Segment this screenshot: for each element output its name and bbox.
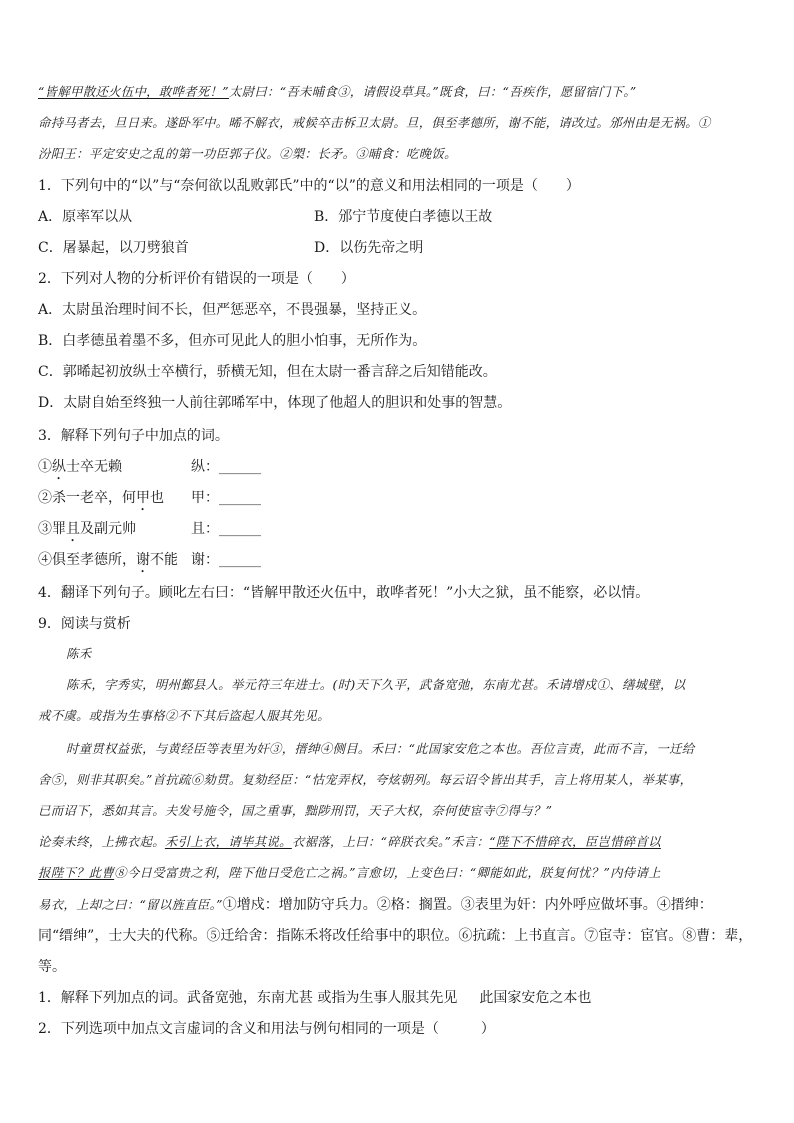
passage-line: 命持马者去，旦日来。遂卧军中。晞不解衣，戒候卒击柝卫太尉。旦，俱至孝德所，谢不能，请改过。邠州由是无祸。① [38, 115, 711, 130]
q3-sentence: ①纵士卒无赖 [38, 459, 122, 475]
s9-question-1: 1．解释下列加点的词。武备宽弛，东南尤甚 或指为生事人服其先见 此国家安危之本也 [38, 990, 592, 1006]
dotted-word: 谢 [136, 552, 150, 568]
q3-sentence: ④俱至孝德所，谢不能 [38, 552, 178, 568]
passage-line: 陈禾，字秀实，明州鄞县人。举元符三年进士。(时)天下久平，武备宽弛，东南尤甚。禾请增戍①、缮城壁，以 [66, 677, 686, 692]
passage-line: 论奏未终，上拂衣起。禾引上衣，请毕其说。衣裾落，上曰：“碎朕衣矣。”禾言：“陛下不惜碎衣，臣岂惜碎首以 [38, 834, 661, 849]
question-2-stem: 2．下列对人物的分析评价有错误的一项是（ ） [38, 271, 355, 287]
q1-option-d: D．以伤先帝之明 [314, 240, 424, 256]
passage-line: 报陛下？此曹⑧今日受富贵之利，陛下他日受危亡之祸。”言愈切，上变色曰：“卿能如此，朕复何忧？”内侍请上 [38, 865, 661, 880]
q3-answer: 且：______ [191, 521, 261, 537]
passage-line: 时童贯权益张，与黄经臣等表里为奸③，搢绅④侧目。禾曰：“此国家安危之本也。吾位言责，此而不言，一迁给 [66, 741, 695, 756]
passage-line: 戒不虞。或指为生事格②不下其后盗起人服其先见。 [38, 708, 330, 723]
question-1-stem: 1．下列句中的“以”与“奈何欲以乱败郭氏”中的“以”的意义和用法相同的一项是（ ） [38, 178, 580, 194]
q1-option-b: B．邠宁节度使白孝德以王故 [314, 209, 493, 225]
passage-line: 舍⑤，则非其职矣。”首抗疏⑥劾贯。复劾经臣：“怙宠弄权，夸炫朝列。每云诏令皆出其手，言上将用某人，举某事， [38, 772, 693, 787]
passage-title: 陈禾 [66, 646, 92, 661]
section-heading: 9．阅读与赏析 [38, 616, 131, 632]
notes-line: 同“缙绅”，士大夫的代称。⑤迁给舍：指陈禾将改任给事中的职位。⑥抗疏：上书直言。⑦宦寺：宦官。⑧曹：辈， [38, 928, 753, 944]
q3-sentence: ③罪且及副元帅 [38, 521, 136, 537]
answer-blank: ______ [219, 490, 261, 506]
q2-option-b: B．白孝德虽着墨不多，但亦可见此人的胆小怕事，无所作为。 [38, 333, 427, 349]
question-3-stem: 3．解释下列句子中加点的词。 [38, 428, 229, 444]
q3-answer: 纵：______ [191, 459, 261, 475]
underlined-sentence: 禾引上衣，请毕其说。 [164, 834, 292, 849]
q3-sentence: ②杀一老卒，何甲也 [38, 490, 164, 506]
underlined-quote: “皆解甲散还火伍中，敢哗者死！” [38, 84, 229, 99]
passage-line: “皆解甲散还火伍中，敢哗者死！”太尉曰：“吾未晡食③，请假设草具。”既食，曰：“吾疾作，愿留宿门下。” [38, 84, 637, 99]
dotted-word: 甲 [136, 490, 150, 506]
notes: ①增戍：增加防守兵力。②格：搁置。③表里为奸：内外呼应做坏事。④搢绅： [222, 897, 713, 913]
q2-option-d: D．太尉自始至终独一人前往郭晞军中，体现了他超人的胆识和处事的智慧。 [38, 395, 512, 411]
q1-option-c: C．屠暴起，以刀劈狼首 [38, 240, 189, 256]
dotted-word: 纵 [52, 459, 66, 475]
q1-option-a: A．原率军以从 [38, 209, 133, 225]
answer-blank: ______ [219, 552, 261, 568]
underlined-sentence: 报陛下？此曹 [38, 865, 115, 880]
q3-answer: 谢：______ [191, 552, 261, 568]
question-4: 4．翻译下列句子。顾叱左右曰：“皆解甲散还火伍中，敢哗者死！”小大之狱，虽不能察，必以情。 [38, 585, 650, 601]
q2-option-a: A．太尉虽治理时间不长，但严惩恶卒，不畏强暴，坚持正义。 [38, 302, 427, 318]
answer-blank: ______ [219, 521, 261, 537]
answer-blank: ______ [219, 459, 261, 475]
annotation-line: 汾阳王：平定安史之乱的第一功臣郭子仪。②槊：长矛。③晡食：吃晚饭。 [38, 146, 457, 161]
dotted-word: 且 [66, 521, 80, 537]
passage-line: 已而诏下，悉如其言。夫发号施令，国之重事，黜陟刑罚，天子大权，奈何使宦寺⑦得与？” [38, 803, 553, 818]
passage-line: 易衣，上却之曰：“留以旌直臣。”①增戍：增加防守兵力。②格：搁置。③表里为奸：内外呼应做坏事。④搢绅： [38, 897, 713, 913]
q3-answer: 甲：______ [191, 490, 261, 506]
notes-line: 等。 [38, 959, 66, 975]
q2-option-c: C．郭晞起初放纵士卒横行，骄横无知，但在太尉一番言辞之后知错能改。 [38, 364, 497, 380]
underlined-sentence: “陛下不惜碎衣，臣岂惜碎首以 [489, 834, 661, 849]
s9-question-2: 2．下列选项中加点文言虚词的含义和用法与例句相同的一项是（ ） [38, 1021, 495, 1037]
